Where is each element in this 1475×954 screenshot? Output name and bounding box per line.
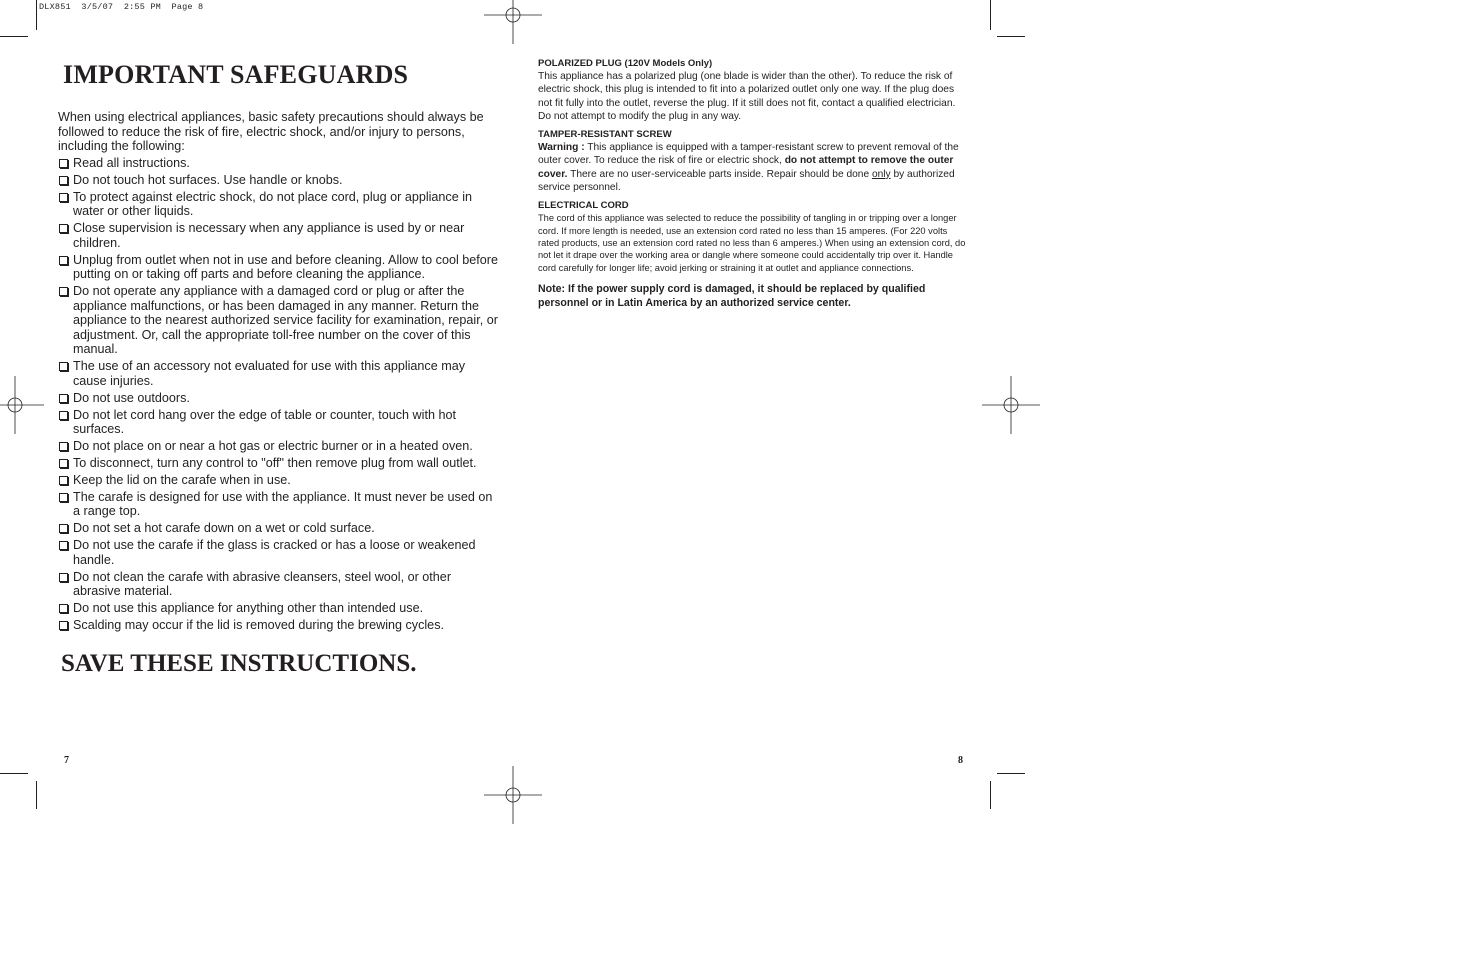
crop-mark: [0, 773, 28, 774]
crop-mark: [36, 781, 37, 809]
list-item: Do not place on or near a hot gas or electric burner or in a heated oven.: [58, 439, 498, 454]
checkbox-bullet-icon: [59, 493, 68, 502]
checkbox-bullet-icon: [59, 159, 68, 168]
checkbox-bullet-icon: [59, 362, 68, 371]
polarized-plug-heading: POLARIZED PLUG (120V Models Only): [538, 58, 713, 69]
registration-mark-icon: [982, 376, 1040, 434]
list-item: Unplug from outlet when not in use and before cleaning. Allow to cool before putting on or taking off parts and before cleaning the appliance.: [58, 253, 498, 282]
checkbox-bullet-icon: [59, 621, 68, 630]
checkbox-bullet-icon: [59, 287, 68, 296]
crop-mark: [990, 781, 991, 809]
list-item: Do not clean the carafe with abrasive cleansers, steel wool, or other abrasive material.: [58, 570, 498, 599]
registration-mark-icon: [484, 0, 542, 44]
checkbox-bullet-icon: [59, 442, 68, 451]
checkbox-bullet-icon: [59, 524, 68, 533]
list-item: Do not operate any appliance with a damaged cord or plug or after the appliance malfunctions, or has been damaged in any manner. Return the appliance to the nearest authorized service facility for examination, repair, or adjustment. Or, call the appropriate toll-free number on the cover of this manual.: [58, 284, 498, 357]
list-item: Close supervision is necessary when any appliance is used by or near children.: [58, 221, 498, 250]
crop-mark: [0, 36, 28, 37]
right-page: [538, 58, 970, 310]
checkbox-bullet-icon: [59, 604, 68, 613]
registration-mark-icon: [484, 766, 542, 824]
list-item: To protect against electric shock, do not place cord, plug or appliance in water or other liquids.: [58, 190, 498, 219]
list-item: Do not let cord hang over the edge of table or counter, touch with hot surfaces.: [58, 408, 498, 437]
warning-emphasis: do not attempt to remove the outer cover.: [538, 155, 954, 180]
page-number-right: 8: [958, 755, 963, 766]
checkbox-bullet-icon: [59, 193, 68, 202]
crop-mark: [997, 773, 1025, 774]
power-cord-note: Note: If the power supply cord is damaged, it should be replaced by qualified personnel or in Latin America by an authorized service center.: [538, 282, 926, 310]
print-slug: DLX851 3/5/07 2:55 PM Page 8: [39, 2, 204, 12]
save-instructions-heading: SAVE THESE INSTRUCTIONS.: [61, 649, 417, 677]
list-item: Do not use outdoors.: [58, 391, 498, 406]
checkbox-bullet-icon: [59, 394, 68, 403]
list-item: Keep the lid on the carafe when in use.: [58, 473, 498, 488]
list-item: Do not set a hot carafe down on a wet or cold surface.: [58, 521, 498, 536]
page-title: IMPORTANT SAFEGUARDS: [63, 60, 409, 89]
checkbox-bullet-icon: [59, 459, 68, 468]
list-item: Scalding may occur if the lid is removed during the brewing cycles.: [58, 618, 498, 633]
tamper-screw-body: Warning : This appliance is equipped with a tamper-resistant screw to prevent removal of the outer cover. To reduce the risk of fire or electric shock, do not attempt to remove the outer cover. There are no user-serviceable parts inside. Repair should be done only by authorized service personnel.: [538, 142, 959, 194]
checkbox-bullet-icon: [59, 176, 68, 185]
intro-paragraph: When using electrical appliances, basic safety precautions should always be followed to reduce the risk of fire, electric shock, and/or injury to persons, including the following:: [58, 110, 484, 154]
tamper-screw-heading: TAMPER-RESISTANT SCREW: [538, 129, 672, 141]
page-number-left: 7: [64, 755, 69, 766]
list-item: Do not use the carafe if the glass is cracked or has a loose or weakened handle.: [58, 538, 498, 567]
list-item: The carafe is designed for use with the appliance. It must never be used on a range top.: [58, 490, 498, 519]
electrical-cord-body: The cord of this appliance was selected to reduce the possibility of tangling in or tripping over a longer cord. If more length is needed, use an extension cord rated no less than 15 amperes. (For 220 volts rated products, use an extension cord rated no less than 6 amperes.) When using an extension cord, do not let it drape over the working area or dangle where someone could accidentally trip over it. Handle cord carefully for longer life; avoid jerking or straining it at outlet and appliance connections.: [538, 213, 966, 273]
crop-mark: [36, 0, 37, 30]
crop-mark: [990, 0, 991, 30]
electrical-cord-heading: ELECTRICAL CORD: [538, 200, 629, 212]
checkbox-bullet-icon: [59, 573, 68, 582]
checkbox-bullet-icon: [59, 411, 68, 420]
list-item: To disconnect, turn any control to "off" then remove plug from wall outlet.: [58, 456, 498, 471]
list-item: Read all instructions.: [58, 156, 498, 171]
list-item: The use of an accessory not evaluated for use with this appliance may cause injuries.: [58, 359, 498, 388]
polarized-plug-body: This appliance has a polarized plug (one blade is wider than the other). To reduce the risk of electric shock, this plug is intended to fit into a polarized outlet only one way. If the plug does not fit fully into the outlet, reverse the plug. If it still does not fit, contact a qualified electrician. Do not attempt to modify the plug in any way.: [538, 71, 956, 122]
warning-label: Warning :: [538, 142, 585, 154]
list-item: Do not use this appliance for anything other than intended use.: [58, 601, 498, 616]
checkbox-bullet-icon: [59, 224, 68, 233]
left-page: [58, 58, 498, 679]
safeguard-list: [58, 156, 498, 633]
list-item: Do not touch hot surfaces. Use handle or knobs.: [58, 173, 498, 188]
underlined-only: only: [871, 168, 891, 180]
crop-mark: [997, 36, 1025, 37]
checkbox-bullet-icon: [59, 256, 68, 265]
checkbox-bullet-icon: [59, 541, 68, 550]
checkbox-bullet-icon: [59, 476, 68, 485]
registration-mark-icon: [0, 376, 44, 434]
